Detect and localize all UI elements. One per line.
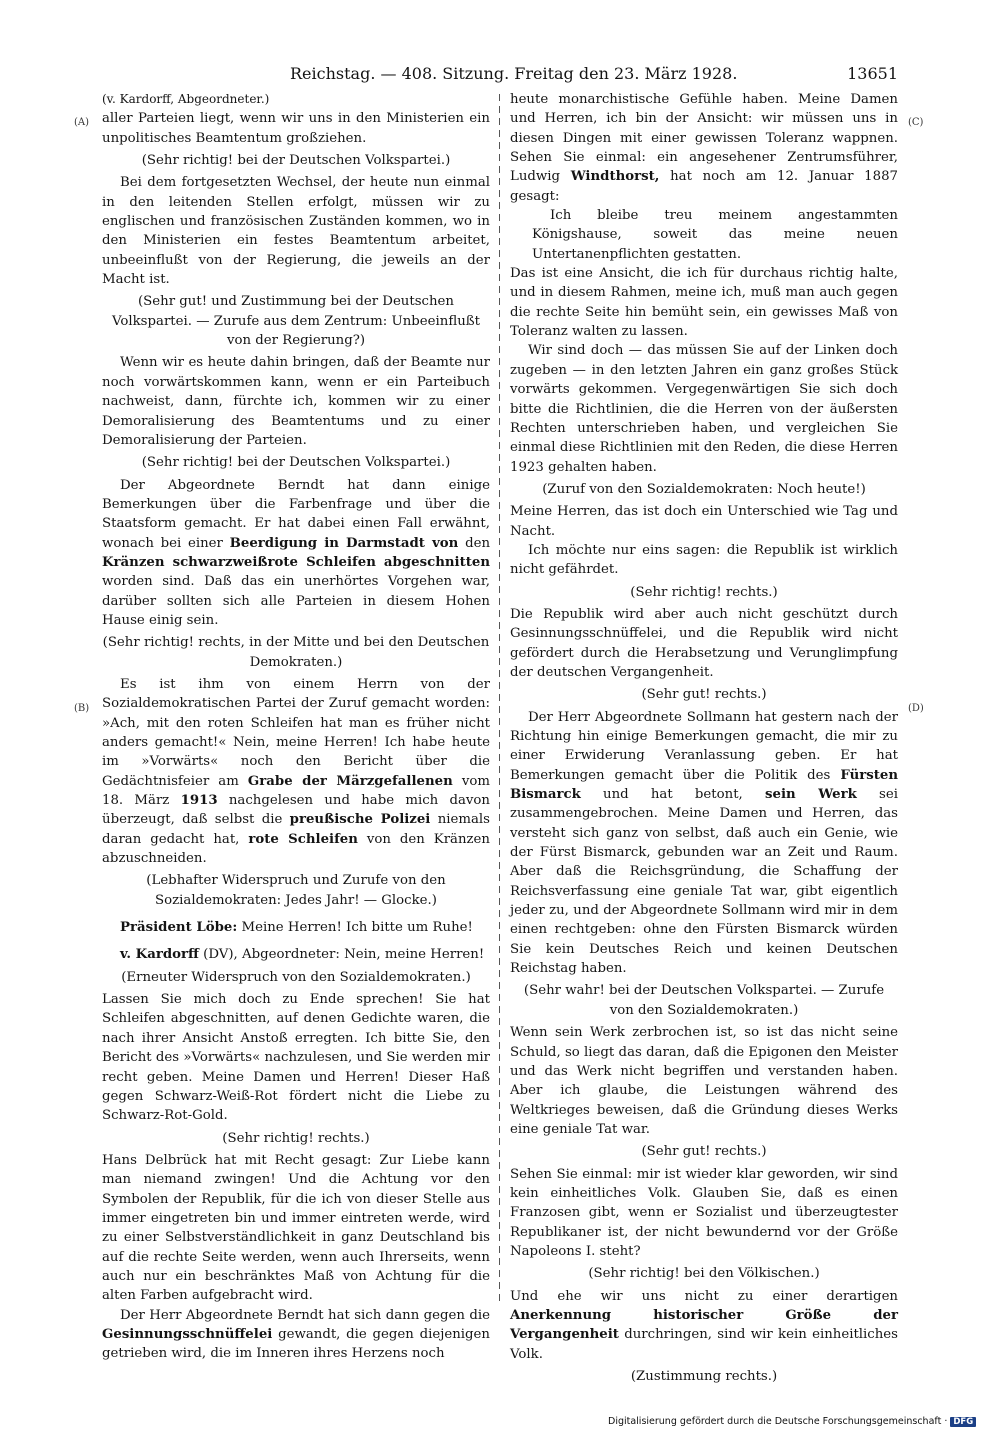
- interjection: (Sehr richtig! rechts.): [630, 584, 778, 600]
- paragraph: Sehen Sie einmal: mir ist wieder klar geworden, wir sind kein einheitliches Volk. Glauben Sie, daß es einen Franzosen gibt, wenn er Sozialist und überzeugtester Republikaner ist, der nicht bewundernd vor der Größe Napoleons I. steht?: [510, 1166, 898, 1259]
- paragraph: Bei dem fortgesetzten Wechsel, der heute nun einmal in den leitenden Stellen erfolgt, müssen wir zu englischen und französischen Zuständen kommen, wo in den Ministerien ein festes Beamtentum arbeitet, unbeeinflußt von der Regierung, die jeweils an der Macht ist.: [102, 175, 490, 288]
- interjection: (Sehr richtig! bei der Deutschen Volkspartei.): [141, 153, 451, 169]
- text-run: worden sind. Daß das ein unerhörtes Vorgehen war, darüber sollten sich alle Parteien in diesem Hohen Hause einig sein.: [102, 574, 490, 628]
- interjection: (Sehr richtig! bei der Deutschen Volkspartei.): [141, 455, 451, 471]
- interjection: (Sehr richtig! bei den Völkischen.): [588, 1266, 820, 1282]
- emphasis: preußische Polizei: [289, 812, 431, 828]
- header-title: Reichstag. — 408. Sitzung. Freitag den 23. März 1928.: [290, 64, 738, 83]
- text-run: gewandt, die gegen diejenigen getrieben wird, die im Inneren ihres Herzens noch: [102, 1326, 490, 1362]
- paragraph: [510, 90, 898, 206]
- emphasis: Fürsten Bismarck: [510, 767, 898, 803]
- text-run: nachgelesen und habe mich davon überzeugt, daß selbst die: [102, 793, 490, 828]
- paragraph: Ich möchte nur eins sagen: die Republik ist wirklich nicht gefährdet.: [510, 542, 898, 578]
- paragraph: [102, 945, 490, 964]
- paragraph: [102, 1306, 490, 1364]
- dfg-logo: DFG: [950, 1417, 976, 1427]
- emphasis: Beerdigung in Darmstadt von: [229, 535, 459, 551]
- paragraph: Hans Delbrück hat mit Recht gesagt: Zur Liebe kann man niemand zwingen! Und die Achtung vor den Symbolen der Republik, für die ich von dieser Stelle aus immer eingetreten bin und immer eintreten werde, wird zu einer Selbstverständlichkeit in ganz Deutschland bis auf die rechte Seite werden, wenn auch Ihrerseits, wenn auch nur ein beschränktes Maß von Achtung für die alten Farben aufgebracht wird.: [102, 1152, 490, 1304]
- interjection: (Sehr richtig! rechts, in der Mitte und bei den Deutschen Demokraten.): [102, 635, 490, 670]
- paragraph: [102, 675, 490, 868]
- text-run: niemals daran gedacht hat,: [102, 812, 490, 847]
- paragraph: Wenn wir es heute dahin bringen, daß der Beamte nur noch vorwärtskommen kann, wenn er ein Parteibuch nachweist, dann, fürchte ich, kommen wir zu einer Demoralisierung des Beamtentums und zu einer Demoralisierung der Parteien.: [102, 355, 490, 448]
- emphasis: rote Schleifen: [248, 831, 358, 847]
- emphasis: Gesinnungsschnüffelei: [102, 1326, 273, 1342]
- paragraph: Das ist eine Ansicht, die ich für durchaus richtig halte, und in diesem Rahmen, meine ich, muß man auch gegen die rechte Seite hin bemüht sein, ein gewisses Maß von Toleranz walten zu lassen.: [510, 266, 898, 340]
- emphasis: Grabe der Märzgefallenen: [247, 773, 453, 789]
- margin-mark-d: (D): [908, 703, 924, 714]
- text-run: und hat betont,: [603, 787, 743, 803]
- paragraph: aller Parteien liegt, wenn wir uns in den Ministerien ein unpolitisches Beamtentum großziehen.: [102, 111, 490, 146]
- speaker-line: (v. Kardorff, Abgeordneter.): [102, 92, 270, 106]
- interjection: (Sehr gut! und Zustimmung bei der Deutschen Volkspartei. — Zurufe aus dem Zentrum: Unbeeinflußt von der Regierung?): [111, 294, 480, 349]
- interjection: (Sehr wahr! bei der Deutschen Volkspartei. — Zurufe von den Sozialdemokraten.): [523, 983, 885, 1018]
- paragraph: [102, 476, 490, 631]
- interjection: (Lebhafter Widerspruch und Zurufe von den Sozialdemokraten: Jedes Jahr! — Glocke.): [146, 873, 446, 908]
- text-run: von den Kränzen abzuschneiden.: [102, 831, 490, 867]
- page-header: [290, 64, 898, 86]
- column-divider: [499, 94, 500, 1304]
- text-run: vom 18. März: [102, 773, 490, 809]
- text-run: Der Herr Abgeordnete Berndt hat sich dann gegen die: [120, 1307, 490, 1323]
- digitization-footer: [608, 1416, 988, 1430]
- interjection: (Sehr gut! rechts.): [641, 1144, 767, 1160]
- margin-mark-c: (C): [908, 117, 924, 128]
- emphasis: Windthorst,: [570, 169, 660, 185]
- text-run: Und ehe wir uns nicht zu einer derartigen: [510, 1288, 898, 1304]
- paragraph: Wenn sein Werk zerbrochen ist, so ist das nicht seine Schuld, so liegt das daran, daß die Epigonen den Meister und das Werk nicht begriffen und verstanden haben. Aber ich glaube, die Leistungen während des Weltkrieges beweisen, daß die Gründung dieses Werks eine geniale Tat war.: [510, 1025, 898, 1137]
- interjection: (Zustimmung rechts.): [630, 1369, 778, 1384]
- paragraph: [510, 708, 898, 979]
- margin-mark-a: (A): [74, 117, 90, 128]
- emphasis: Anerkennung historischer Größe der Vergangenheit: [510, 1307, 898, 1343]
- text-run: Der Herr Abgeordnete Sollmann hat gestern nach der Richtung hin einige Bemerkungen gemacht, die mir zu einer Erwiderung Veranlassung geben. Er hat Bemerkungen gemacht über die Politik des: [510, 709, 898, 783]
- paragraph: Lassen Sie mich doch zu Ende sprechen! Sie hat Schleifen abgeschnitten, auf denen Gedichte waren, die nach ihrer Ansicht Anstoß erregten. Ich bitte Sie, den Bericht des »Vorwärts« nachzulesen, und Sie werden mir recht geben. Meine Damen und Herren! Dieser Haß gegen Schwarz-Weiß-Rot fördert nicht die Liebe zu Schwarz-Rot-Gold.: [102, 992, 490, 1124]
- interjection: (Erneuter Widerspruch von den Sozialdemokraten.): [121, 969, 471, 985]
- text-run: Der Abgeordnete Berndt hat dann einige Bemerkungen über die Farbenfrage und über die Staatsform gemacht. Er hat dabei einen Fall erwähnt, wonach bei einer: [102, 477, 490, 551]
- interjection: (Sehr gut! rechts.): [641, 687, 767, 703]
- page-number: 13651: [847, 64, 898, 83]
- text-run: durchringen, sind wir kein einheitliches Volk.: [510, 1327, 898, 1362]
- interjection: (Sehr richtig! rechts.): [222, 1130, 370, 1146]
- text-run: Es ist ihm von einem Herrn von der Sozialdemokratischen Partei der Zuruf gemacht worden: »Ach, mit den roten Schleifen hat man es früher nicht anders gemacht!« Nein, meine Herren! Ich habe heute im »Vorwärts« noch den Bericht über die Gedächtnisfeier am: [102, 676, 490, 789]
- paragraph: [102, 918, 490, 937]
- text-run: (DV), Abgeordneter: Nein, meine Herren!: [203, 947, 485, 963]
- interjection: (Zuruf von den Sozialdemokraten: Noch heute!): [542, 481, 866, 497]
- emphasis: Kränzen schwarzweißrote Schleifen abgeschnitten: [102, 554, 490, 570]
- right-column: [510, 90, 898, 1384]
- text-run: sei zusammengebrochen. Meine Damen und Herren, das versteht sich ganz von selbst, daß auch ein Genie, wie der Fürst Bismarck, gebunden war an Zeit und Raum. Aber daß die Reichsgründung, die Schaffung der Reichsverfassung eine geniale Tat war, gibt eigentlich jeder zu, und der Abgeordnete Sollmann wird mir in dem einen rechtgeben: ohne den Fürsten Bismarck würden Sie kein Deutsches Reich und keinen Deutschen Reichstag haben.: [510, 787, 898, 977]
- emphasis: sein Werk: [765, 787, 857, 803]
- text-run: hat noch am 12. Januar 1887 gesagt:: [510, 169, 898, 204]
- footer-text: Digitalisierung gefördert durch die Deutsche Forschungsgemeinschaft ·: [608, 1416, 948, 1427]
- speaker-name: Präsident Löbe:: [120, 920, 238, 936]
- quotation: Ich bleibe treu meinem angestammten Königshause, soweit das meine neuen Untertanenpflichten gestatten.: [532, 208, 898, 262]
- paragraph: [510, 1287, 898, 1364]
- paragraph: Meine Herren, das ist doch ein Unterschied wie Tag und Nacht.: [510, 504, 898, 539]
- paragraph: Wir sind doch — das müssen Sie auf der Linken doch zugeben — in den letzten Jahren ein ganz großes Stück vorwärts gekommen. Vergegenwärtigen Sie sich doch bitte die Richtlinien, die die Herren von der äußersten Rechten unterschrieben haben, und vergleichen Sie einmal diese Richtlinien mit den Reden, die diese Herren 1923 gehalten haben.: [510, 343, 898, 475]
- left-column: [102, 90, 491, 1362]
- text-run: Meine Herren! Ich bitte um Ruhe!: [241, 920, 473, 936]
- speaker-name: v. Kardorff: [120, 947, 199, 963]
- margin-mark-b: (B): [74, 703, 90, 714]
- emphasis: 1913: [180, 793, 218, 809]
- text-run: heute monarchistische Gefühle haben. Meine Damen und Herren, ich bin der Ansicht: wir müssen uns in diesen Dingen mit einer gewissen Toleranz wappnen. Sehen Sie einmal: ein angesehener Zentrumsführer, Ludwig: [510, 92, 898, 185]
- text-run: den: [465, 535, 491, 551]
- paragraph: Die Republik wird aber auch nicht geschützt durch Gesinnungsschnüffelei, und die Republik wird nicht gefördert durch die Herabsetzung und Verunglimpfung der deutschen Vergangenheit.: [510, 606, 898, 680]
